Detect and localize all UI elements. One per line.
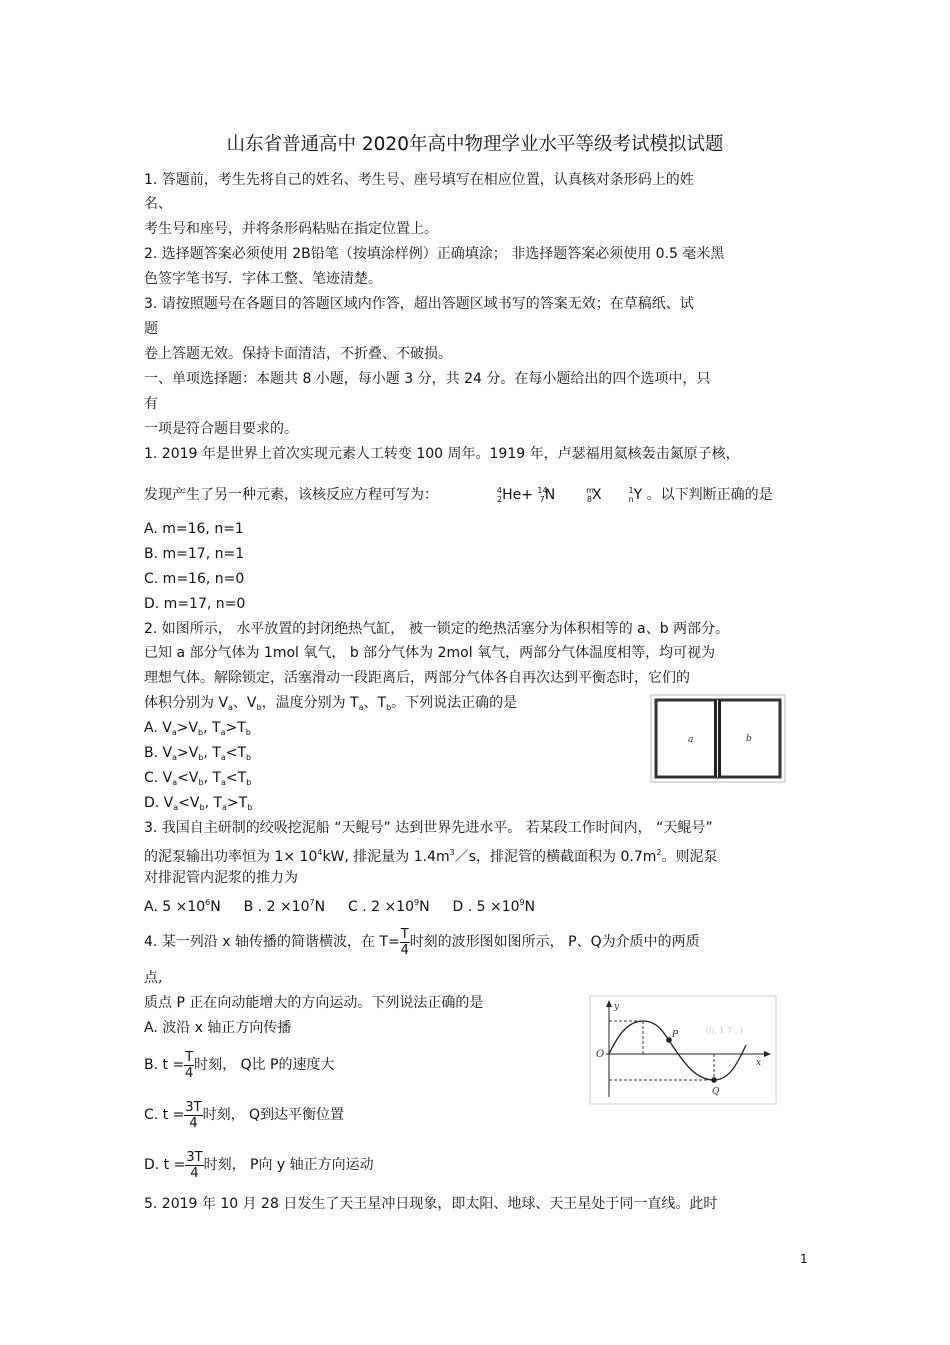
label-a: a [688, 735, 694, 745]
q3-option-d[interactable]: D . $5 \times 10^9N$ [452, 898, 536, 915]
question-4-stem: 质点 P 正在向动能增大的方向运动。下列说法正确的是 [144, 995, 484, 1011]
svg-text:x: x [756, 1058, 762, 1068]
q4-option-c[interactable]: C. t = $\frac{3T}{4}$ 时刻， Q到达平衡位置 [144, 1099, 345, 1131]
question-3-stem: 3. 我国自主研制的绞吸挖泥船 “天鲲号” 达到世界先进水平。 若某段工作时间内， “天鲲号” [144, 820, 713, 836]
page-title: 山东省普通高中 2020年高中物理学业水平等级考试模拟试题 [226, 134, 724, 155]
q2-option-d[interactable]: D. $V_a<V_b$, $T_a>T_b$ [144, 795, 253, 812]
question-4-stem: 4. 某一列沿 x 轴传播的简谐横波，在 T= $\frac{T}{4}$ 时刻的波形图如图所示， P、Q为介质中的两质 [144, 926, 700, 958]
cylinder-figure [650, 694, 787, 784]
q1-option-b[interactable]: B. m=17, n=1 [144, 546, 245, 562]
y-nucleus: $^1_n$Y [628, 486, 643, 504]
instruction-line: 3. 请按照题号在各题目的答题区域内作答，超出答题区域书写的答案无效；在草稿纸、试 [144, 296, 694, 312]
q3-option-a[interactable]: A. $5 \times 10^6N$ [144, 898, 221, 915]
question-2-stem: 体积分别为 $V_a$、$V_b$，温度分别为 $T_a$、$T_b$。下列说法正确的是 [144, 695, 518, 712]
svg-text:O: O [596, 1049, 605, 1060]
q3-options [144, 893, 535, 917]
svg-text:Q: Q [712, 1087, 720, 1097]
q4-option-b[interactable]: B. t = $\frac{T}{4}$ 时刻， Q比 P的速度大 [144, 1049, 335, 1081]
q2-option-c[interactable]: C. $V_a<V_b$, $T_a<T_b$ [144, 770, 252, 787]
helium-nucleus: $^4_2$He+ [496, 486, 533, 504]
svg-text:y: y [614, 1002, 620, 1012]
question-5-stem: 5. 2019 年 10 月 28 日发生了天王星冲日现象，即太阳、地球、天王星处于同一直线。此时 [144, 1196, 718, 1212]
question-1-stem: 1. 2019 年是世界上首次实现元素人工转变 100 周年。1919 年，卢瑟福用氦核轰击氮原子核， [144, 446, 740, 462]
section-heading: 有 [144, 396, 158, 412]
x-nucleus: $^m_8$X [586, 486, 602, 504]
question-1-stem-equation: 发现产生了另一种元素，该核反应方程可写为： $^4_2$He+ $^{14}_7$N $^m_8$X $^1_n$Y 。以下判断正确的是 [144, 481, 773, 510]
question-2-stem: 2. 如图所示， 水平放置的封闭绝热气缸， 被一锁定的绝热活塞分为体积相等的 a、b 两部分。 [144, 621, 730, 637]
fraction: $\frac{T}{4}$ [400, 926, 409, 958]
section-heading: 一项是符合题目要求的。 [144, 421, 298, 437]
instruction-line: 题 [144, 321, 158, 337]
q1-option-a[interactable]: A. m=16, n=1 [144, 521, 244, 537]
page-number: 1 [800, 1252, 808, 1266]
instruction-line: 2. 选择题答案必须使用 2B铅笔（按填涂样例）正确填涂； 非选择题答案必须使用 0.5 毫米黑 [144, 246, 725, 262]
label-b: b [746, 734, 752, 744]
instruction-line: 名、 [144, 196, 172, 212]
question-3-stem: 对排泥管内泥浆的推力为 [144, 870, 298, 886]
instruction-line: 考生号和座号，并将条形码粘贴在指定位置上。 [144, 221, 438, 237]
question-2-stem: 理想气体。解除锁定，活塞滑动一段距离后，两部分气体各自再次达到平衡态时，它们的 [144, 670, 690, 686]
q3-option-c[interactable]: C . $2 \times 10^9N$ [347, 898, 430, 915]
svg-text:P: P [672, 1030, 679, 1040]
point-q [711, 1077, 717, 1083]
q1-option-c[interactable]: C. m=16, n=0 [144, 571, 245, 587]
instruction-line: 1. 答题前，考生先将自己的姓名、考生号、座号填写在相应位置，认真核对条形码上的姓 [144, 172, 694, 188]
nitrogen-nucleus: $^{14}_7$N [537, 486, 556, 504]
wave-figure [588, 995, 778, 1105]
svg-text:(0. 1 7 . ): (0. 1 7 . ) [706, 1026, 743, 1035]
q3-option-b[interactable]: B . $2 \times 10^7N$ [243, 898, 326, 915]
q4-option-a[interactable]: A. 波沿 x 轴正方向传播 [144, 1020, 292, 1036]
question-3-stem: 的泥泵输出功率恒为 $1\times 10^4kW$, 排泥量为 $1.4m^3/s$，排泥管的横截面积为 $0.7m^2$。则泥泵 [144, 848, 718, 865]
question-4-stem: 点, [144, 970, 163, 986]
q1-option-d[interactable]: D. m=17, n=0 [144, 596, 246, 612]
question-2-stem: 已知 a 部分气体为 1mol 氧气， b 部分气体为 2mol 氧气，两部分气体温度相等，均可视为 [144, 645, 716, 661]
instruction-line: 卷上答题无效。保持卡面清洁，不折叠、不破损。 [144, 346, 452, 362]
q4-option-d[interactable]: D. t = $\frac{3T}{4}$ 时刻， P向 y 轴正方向运动 [144, 1149, 374, 1181]
q2-option-a[interactable]: A. $V_a>V_b$, $T_a>T_b$ [144, 720, 251, 737]
point-p [666, 1037, 672, 1043]
q2-option-b[interactable]: B. $V_a>V_b$, $T_a<T_b$ [144, 745, 252, 762]
instruction-line: 色签字笔书写．字体工整、笔迹清楚。 [144, 271, 382, 287]
section-heading: 一、单项选择题：本题共 8 小题，每小题 3 分，共 24 分。在每小题给出的四个选项中，只 [144, 371, 711, 387]
figure-frame [590, 996, 776, 1104]
